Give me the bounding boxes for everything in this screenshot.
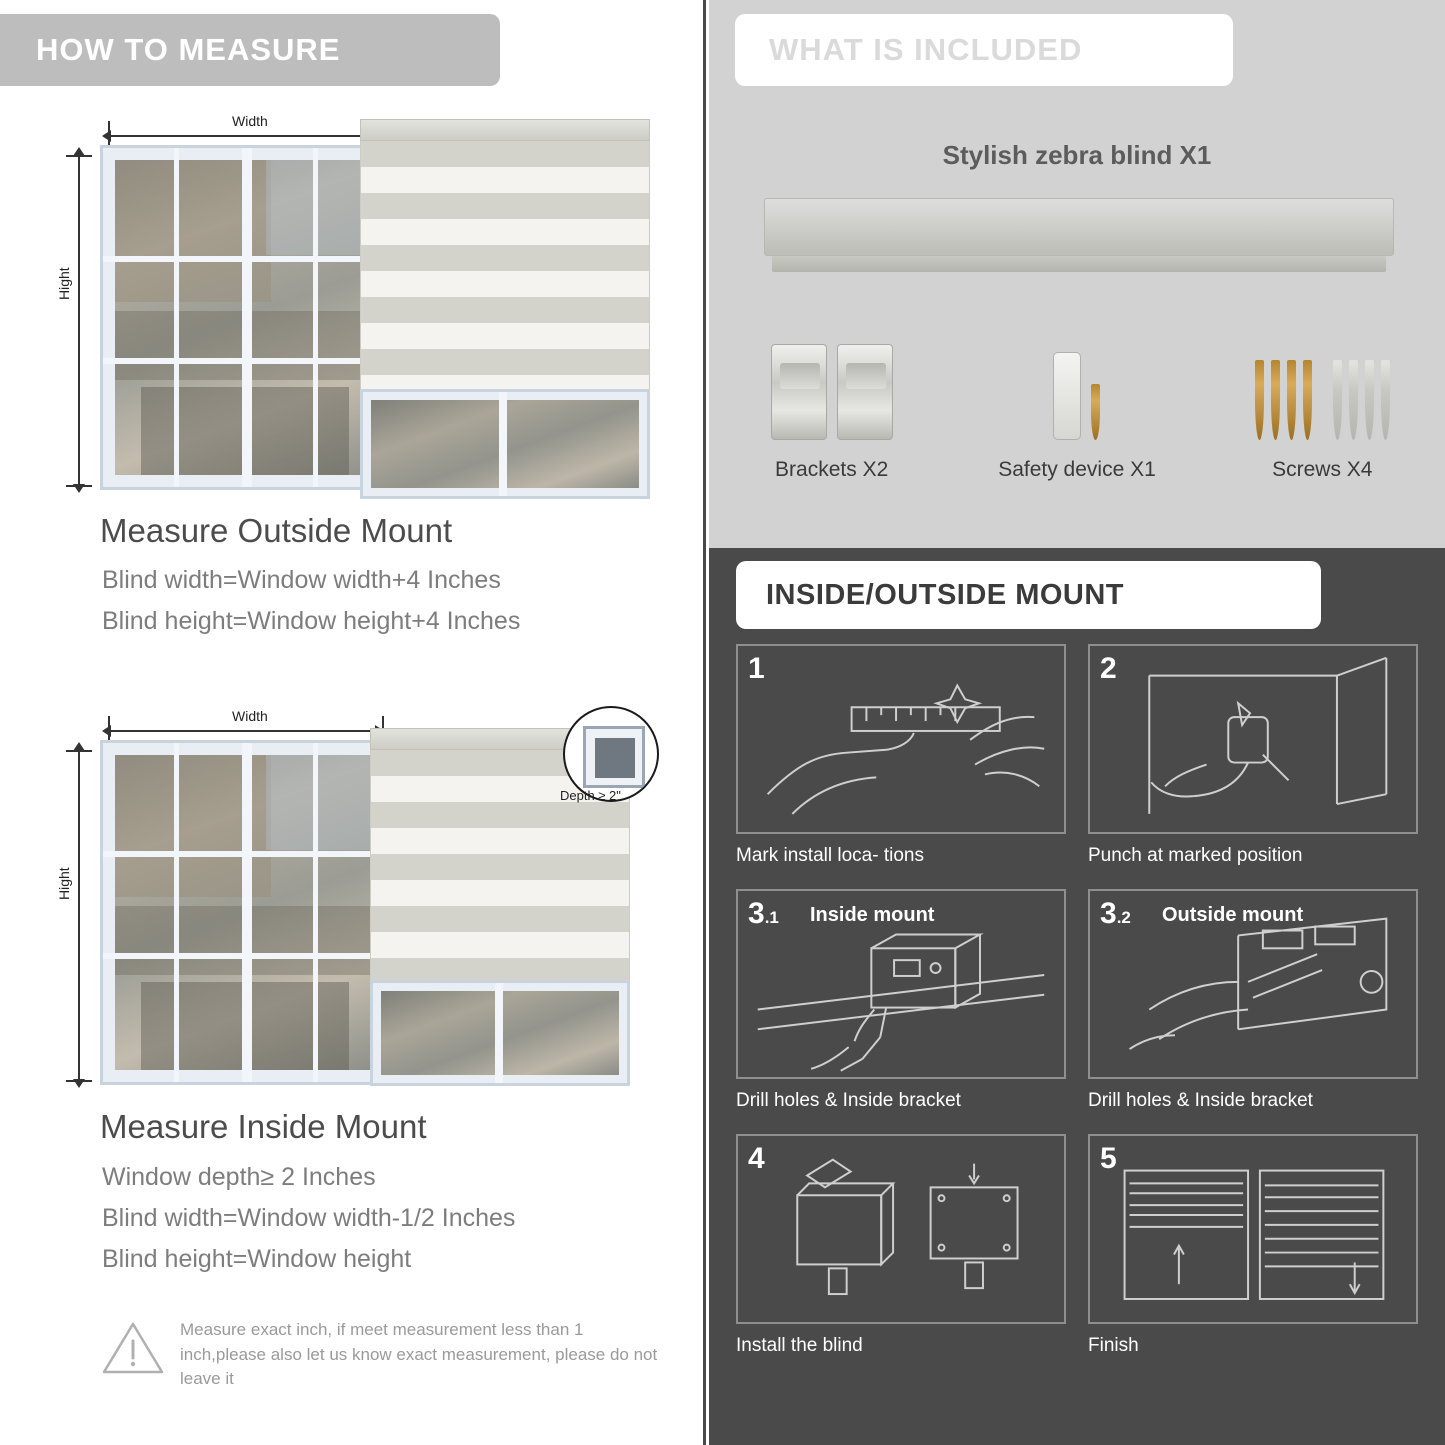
step-4-caption: Install the blind <box>736 1335 863 1356</box>
depth-label: Depth ≥ 2" <box>560 788 621 803</box>
step-3-1-num-sub: .1 <box>764 908 779 927</box>
outside-width-arrow-left <box>102 130 111 142</box>
safety-device-icon <box>977 330 1177 440</box>
window-rail-a <box>103 256 387 262</box>
window-mullion-b <box>313 148 318 487</box>
anchor-4 <box>1381 360 1390 440</box>
step-3-2-num-sub: .2 <box>1116 908 1131 927</box>
window-below-blind-inside <box>370 980 630 1086</box>
product-title: Stylish zebra blind X1 <box>942 140 1212 170</box>
outside-mount-diagram <box>56 105 680 505</box>
window-mullion-a2 <box>174 743 179 1082</box>
step-3-1-caption: Drill holes & Inside bracket <box>736 1090 961 1111</box>
screw-2 <box>1271 360 1280 440</box>
window-mullion-a <box>174 148 179 487</box>
step-1-number: 1 <box>748 652 765 685</box>
inside-height-arrow <box>78 750 80 1080</box>
screw-4 <box>1303 360 1312 440</box>
lower-window-mullion <box>499 392 507 496</box>
outside-width-label: Width <box>232 113 268 129</box>
inside-mount-line3: Blind height=Window height <box>102 1245 412 1273</box>
outside-mount-title: Measure Outside Mount <box>100 512 453 549</box>
inside-height-tick-top <box>66 750 92 752</box>
what-is-included-header: WHAT IS INCLUDED <box>735 14 1233 86</box>
step-5 <box>1088 1134 1418 1357</box>
lower-window-mullion-inside <box>495 983 503 1083</box>
zebra-blind-product-image <box>764 198 1394 276</box>
step-1 <box>736 644 1066 867</box>
step-3-2-caption: Drill holes & Inside bracket <box>1088 1090 1313 1111</box>
screw-3 <box>1287 360 1296 440</box>
window-rail-b <box>103 358 387 364</box>
part-label-screws: Screws X4 <box>1272 458 1373 481</box>
window-mullion-center-inside <box>242 743 252 1082</box>
outside-height-tick-bottom <box>66 485 92 487</box>
outside-height-arrow <box>78 155 80 485</box>
window-mullion-b2 <box>313 743 318 1082</box>
outside-height-tick-top <box>66 155 92 157</box>
blind-fabric <box>360 141 650 389</box>
step-2-art <box>1088 644 1418 834</box>
inside-outside-mount-panel <box>709 548 1445 1445</box>
step-5-number: 5 <box>1100 1142 1117 1175</box>
part-label-brackets: Brackets X2 <box>775 458 889 481</box>
blind-headrail <box>360 119 650 141</box>
step-2-sketch <box>1090 646 1416 834</box>
step-1-art <box>736 644 1066 834</box>
warning-triangle-icon <box>100 1318 166 1392</box>
safety-device <box>1053 352 1081 440</box>
window-mullion-center <box>242 148 252 487</box>
bracket-left <box>771 344 827 440</box>
anchor-2 <box>1349 360 1358 440</box>
step-5-caption: Finish <box>1088 1335 1139 1356</box>
window-below-blind <box>360 389 650 499</box>
how-to-measure-header: HOW TO MEASURE <box>0 14 500 86</box>
step-3-2-art <box>1088 889 1418 1079</box>
step-3-2-num-main: 3 <box>1100 897 1117 930</box>
screws-icon <box>1222 330 1422 440</box>
step-4-art <box>736 1134 1066 1324</box>
install-steps <box>736 644 1418 1357</box>
what-is-included-panel <box>709 0 1445 548</box>
outside-width-arrow <box>108 135 378 137</box>
step-2-caption: Punch at marked position <box>1088 845 1303 866</box>
inside-height-tick-bottom <box>66 1080 92 1082</box>
inside-width-arrow-left <box>102 725 111 737</box>
step-5-art <box>1088 1134 1418 1324</box>
blind-rail-bottom <box>772 256 1386 272</box>
part-label-safety: Safety device X1 <box>998 458 1156 481</box>
step-4-number: 4 <box>748 1142 765 1175</box>
inside-mount-diagram <box>56 700 680 1100</box>
step-1-sketch <box>738 646 1064 834</box>
brackets-icon <box>732 330 932 440</box>
step-3-2 <box>1088 889 1418 1112</box>
measurement-warning <box>100 1318 660 1392</box>
part-safety-device <box>977 330 1177 482</box>
step-3-1-sketch <box>738 891 1064 1079</box>
step-2-number: 2 <box>1100 652 1117 685</box>
outside-height-label: Hight <box>56 267 72 300</box>
warning-text: Measure exact inch, if meet measurement less than 1 inch,please also let us know exact measurement, please do not leave it <box>180 1320 658 1389</box>
step-3-2-sublabel: Outside mount <box>1162 904 1304 926</box>
part-screws <box>1222 330 1422 482</box>
anchor-1 <box>1333 360 1342 440</box>
inside-outside-mount-header: INSIDE/OUTSIDE MOUNT <box>736 561 1321 629</box>
blind-rail <box>764 198 1394 256</box>
parts-row <box>709 330 1445 482</box>
window-rail-a2 <box>103 851 387 857</box>
step-3-1-art <box>736 889 1066 1079</box>
step-3-1-num-main: 3 <box>748 897 765 930</box>
safety-screw <box>1091 384 1100 440</box>
step-3-1 <box>736 889 1066 1112</box>
step-3-2-sketch <box>1090 891 1416 1079</box>
inside-mount-line1: Window depth≥ 2 Inches <box>102 1163 376 1191</box>
step-2 <box>1088 644 1418 867</box>
inside-width-arrow <box>108 730 378 732</box>
step-5-sketch <box>1090 1136 1416 1324</box>
part-brackets <box>732 330 932 482</box>
outside-mount-line1: Blind width=Window width+4 Inches <box>102 566 501 594</box>
window-rail-b2 <box>103 953 387 959</box>
blind-illustration-outside <box>360 119 650 499</box>
bracket-right <box>837 344 893 440</box>
step-1-caption: Mark install loca- tions <box>736 845 924 866</box>
window-illustration-inside <box>100 740 390 1085</box>
inside-height-label: Hight <box>56 867 72 900</box>
inside-width-label: Width <box>232 708 268 724</box>
inside-mount-title: Measure Inside Mount <box>100 1108 427 1145</box>
step-4-sketch <box>738 1136 1064 1324</box>
step-4 <box>736 1134 1066 1357</box>
anchor-3 <box>1365 360 1374 440</box>
inside-mount-line2: Blind width=Window width-1/2 Inches <box>102 1204 516 1232</box>
how-to-measure-panel <box>0 0 706 1445</box>
screw-1 <box>1255 360 1264 440</box>
outside-mount-line2: Blind height=Window height+4 Inches <box>102 607 521 635</box>
window-illustration-outside <box>100 145 390 490</box>
step-3-1-sublabel: Inside mount <box>810 904 935 926</box>
